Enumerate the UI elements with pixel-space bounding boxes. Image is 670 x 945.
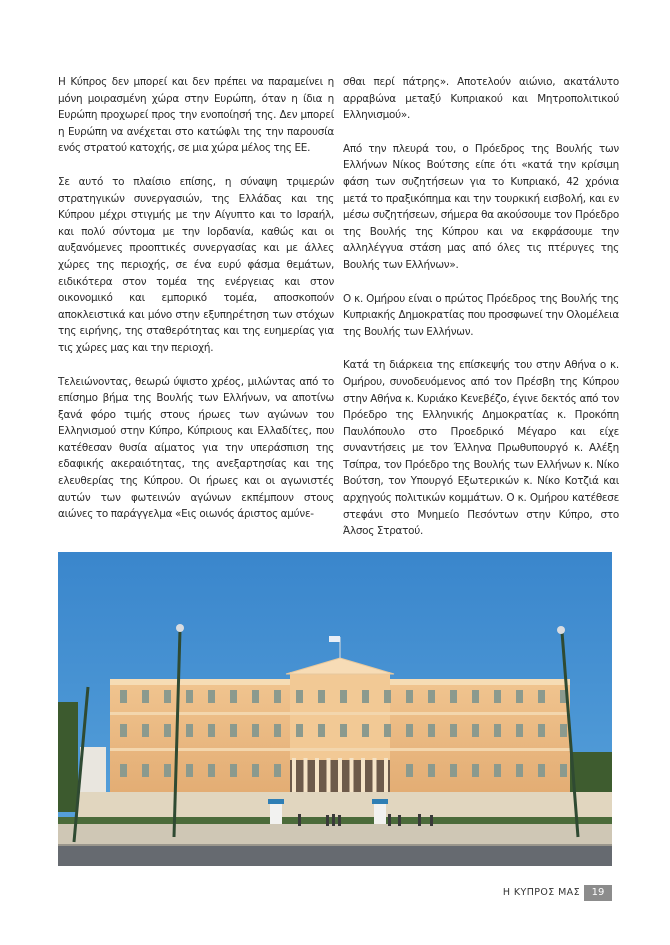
window: [384, 724, 391, 737]
window: [406, 724, 413, 737]
window: [296, 690, 303, 703]
window: [560, 764, 567, 777]
window: [120, 764, 127, 777]
window: [208, 764, 215, 777]
window: [494, 764, 501, 777]
page-footer: [503, 884, 612, 901]
column: [361, 758, 365, 792]
window: [516, 690, 523, 703]
window: [230, 764, 237, 777]
window: [164, 690, 171, 703]
window: [494, 724, 501, 737]
column: [292, 758, 296, 792]
window: [186, 724, 193, 737]
window: [120, 690, 127, 703]
window: [274, 724, 281, 737]
window: [538, 690, 545, 703]
window: [186, 764, 193, 777]
window: [406, 764, 413, 777]
window: [208, 690, 215, 703]
window: [142, 724, 149, 737]
parliament-building-photo: [58, 552, 612, 866]
window: [274, 690, 281, 703]
paragraph: Η Κύπρος δεν μπορεί και δεν πρέπει να παραμείνει η μόνη μοιρασμένη χώρα στην Ευρώπη, όταν η ίδια η Ευρώπη προχωρεί προς την ενοποίησή της. Δεν μπορεί η Ευρώπη να ανέχεται στο κατώφλι της την παρουσία ενός στρατού κατοχής, σε μια χώρα μέλος της ΕΕ.: [58, 76, 334, 155]
window: [428, 690, 435, 703]
window: [450, 764, 457, 777]
window: [472, 724, 479, 737]
window: [406, 690, 413, 703]
column: [304, 758, 308, 792]
window: [538, 764, 545, 777]
window: [472, 764, 479, 777]
window: [340, 724, 347, 737]
window: [362, 690, 369, 703]
column: [338, 758, 342, 792]
window: [252, 724, 259, 737]
window: [142, 764, 149, 777]
window: [142, 690, 149, 703]
window: [164, 724, 171, 737]
window: [450, 724, 457, 737]
article-column-right: [343, 74, 619, 557]
window: [428, 724, 435, 737]
paragraph: Τελειώνοντας, θεωρώ ύψιστο χρέος, μιλώντας από το επίσημο βήμα της Βουλής των Ελλήνων, να αποτίνω ξανά φόρο τιμής στους ήρωες των αγώνων του Ελληνισμού στην Κύπρο, Κύπριους και Ελλαδίτες, που κατέθεσαν θυσία αίματος για την υπεράσπιση της εδαφικής ακεραιότητας, της ανεξαρτησίας και της ελευθερίας της Κύπρου. Οι ήρωες και οι αγωνιστές αυτών των φωτεινών αγώνων εκπέμπουν στους αιώνες το παράγγελμα «Εις οιωνός άριστος αμύνε-: [58, 375, 334, 521]
paragraph: Από την πλευρά του, ο Πρόεδρος της Βουλής των Ελλήνων Νίκος Βούτσης είπε ότι «κατά την κρίσιμη φάση των συζητήσεων για το Κυπριακό, 42 χρόνια μετά το πραξικόπημα και την τουρκική εισβολή, και εν μέσω συζητήσεων, σήμερα θα ακούσουμε τον Πρόεδρο της Βουλής της Κύπρου και να εκφράσουμε την αλληλέγγυα στάση μας από όλες τις πτέρυγες της Βουλής των Ελλήνων».: [343, 142, 619, 271]
window: [186, 690, 193, 703]
column: [327, 758, 331, 792]
window: [274, 764, 281, 777]
window: [120, 724, 127, 737]
window: [516, 724, 523, 737]
page-number: 19: [584, 885, 612, 901]
magazine-title: Η ΚΥΠΡΟΣ ΜΑΣ: [502, 887, 580, 898]
window: [516, 764, 523, 777]
window: [494, 690, 501, 703]
paragraph: Κατά τη διάρκεια της επίσκεψής του στην Αθήνα ο κ. Ομήρου, συνοδευόμενος από τον Πρέσβη της Κύπρου στην Αθήνα κ. Κυριάκο Κενεβέζο, έγινε δεκτός από τον Πρόεδρο της Ελληνικής Δημοκρατίας κ. Προκόπη Παυλόπουλο στο Προεδρικό Μέγαρο και είχε συναντήσεις με τον Έλληνα Πρωθυπουργό κ. Αλέξη Τσίπρα, τον Πρόεδρο της Βουλής των Ελλήνων κ. Νίκο Βούτση, τον Υπουργό Εξωτερικών κ. Νίκο Κοτζιά και αρχηγούς πολιτικών κομμάτων. Ο κ. Ομήρου κατέθεσε στεφάνι στο Μνημείο Πεσόντων στην Κύπρο, στο Άλσος Στρατού.: [343, 359, 619, 538]
column: [350, 758, 354, 792]
window: [164, 764, 171, 777]
window: [230, 690, 237, 703]
paragraph: Ο κ. Ομήρου είναι ο πρώτος Πρόεδρος της Βουλής της Κυπριακής Δημοκρατίας που προσφωνεί την Ολομέλεια της Βουλής των Ελλήνων.: [343, 292, 619, 338]
window: [384, 690, 391, 703]
window: [340, 690, 347, 703]
window: [428, 764, 435, 777]
column: [315, 758, 319, 792]
column: [384, 758, 388, 792]
column: [373, 758, 377, 792]
window: [252, 764, 259, 777]
window: [318, 690, 325, 703]
window: [560, 724, 567, 737]
window: [296, 724, 303, 737]
window: [450, 690, 457, 703]
article-column-left: [58, 74, 334, 540]
window: [318, 724, 325, 737]
paragraph: Σε αυτό το πλαίσιο επίσης, η σύναψη τριμερών στρατηγικών συνεργασιών, της Ελλάδας και της Κύπρου μέχρι στιγμής με την Αίγυπτο και το Ισραήλ, και πολύ σύντομα με την Ιορδανία, καθώς και οι αυξανόμενες προοπτικές συνεργασίας και με άλλες χώρες της περιοχής, σε ένα ευρύ φάσμα θεμάτων, ειδικότερα στον τομέα της ενέργειας και στον οικονομικό και εμπορικό τομέα, αποσκοπούν αποκλειστικά και μόνο στην εξυπηρέτηση των στόχων της ειρήνης, της σταθερότητας και της ευημερίας για τις χώρες μας και την περιοχή.: [58, 175, 334, 354]
window: [362, 724, 369, 737]
window: [538, 724, 545, 737]
window: [252, 690, 259, 703]
window: [208, 724, 215, 737]
window: [472, 690, 479, 703]
window: [230, 724, 237, 737]
paragraph: σθαι περί πάτρης». Αποτελούν αιώνιο, ακατάλυτο αρραβώνα μεταξύ Κυπριακού και Μητροπολιτικού Ελληνισμού».: [343, 76, 619, 122]
